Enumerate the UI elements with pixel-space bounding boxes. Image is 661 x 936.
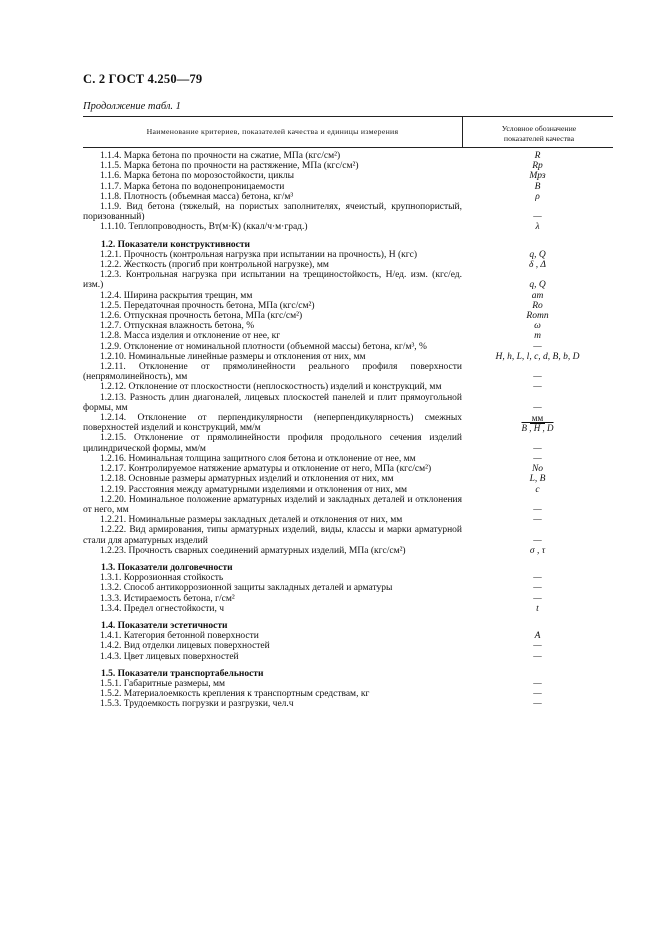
row-code bbox=[462, 393, 613, 413]
row-name: 1.2.10. Номинальные линейные размеры и отклонения от них, мм bbox=[100, 351, 366, 362]
table-column-divider bbox=[462, 116, 463, 148]
row-code-value: — bbox=[533, 651, 542, 662]
table-header-rule bbox=[83, 147, 613, 148]
row-name: 1.4.1. Категория бетонной поверхности bbox=[100, 631, 259, 642]
row-name: 1.2.20. Номинальное положение арматурных изделий и закладных деталей и отклонения от него, мм bbox=[83, 494, 462, 515]
row-code-value: — bbox=[533, 593, 542, 604]
row-code bbox=[462, 631, 613, 641]
table-row bbox=[83, 454, 613, 464]
row-code bbox=[462, 321, 613, 331]
row-code-value: δ , Δ bbox=[529, 260, 546, 271]
table-row bbox=[83, 433, 613, 453]
row-code-value: Nо bbox=[531, 464, 544, 475]
row-name: 1.2.1. Прочность (контрольная нагрузка при испытании на прочность), Н (кгс) bbox=[100, 249, 418, 260]
table-row bbox=[83, 270, 613, 290]
row-code-value: — bbox=[533, 372, 542, 383]
row-code bbox=[462, 270, 613, 290]
row-name: 1.2.6. Отпускная прочность бетона, МПа (кгс/см²) bbox=[100, 311, 303, 322]
table-row bbox=[83, 413, 613, 433]
table-row bbox=[83, 192, 613, 202]
row-code bbox=[462, 260, 613, 270]
row-code-value: — bbox=[533, 573, 542, 584]
row-code-value: λ bbox=[535, 222, 540, 233]
row-name: 1.2.17. Контролируемое натяжение арматуры и отклонение от него, МПа (кгс/см²) bbox=[100, 464, 432, 475]
row-name: 1.2.7. Отпускная влажность бетона, % bbox=[100, 321, 255, 332]
section-gap bbox=[83, 614, 613, 621]
table-row bbox=[83, 464, 613, 474]
table-row bbox=[83, 583, 613, 593]
row-code bbox=[462, 525, 613, 545]
row-code bbox=[462, 151, 613, 161]
row-name: 1.2.2. Жесткость (прогиб при контрольной нагрузке), мм bbox=[100, 260, 329, 271]
table-row bbox=[83, 515, 613, 525]
table-row bbox=[83, 679, 613, 689]
row-name: 1.2.22. Вид армирования, типы арматурных изделий, виды, классы и марки арматурной стали для арматурных изделий bbox=[83, 525, 462, 546]
row-code-value: — bbox=[533, 443, 542, 454]
row-code bbox=[462, 515, 613, 525]
row-code-value: ω bbox=[534, 321, 541, 332]
section-gap bbox=[83, 556, 613, 563]
table-row bbox=[83, 331, 613, 341]
row-name: 1.2.19. Расстояния между арматурными изделиями и отклонения от них, мм bbox=[100, 484, 408, 495]
row-code bbox=[462, 202, 613, 222]
row-code-value: σ , τ bbox=[529, 545, 546, 556]
row-code bbox=[462, 594, 613, 604]
row-name: 1.4.2. Вид отделки лицевых поверхностей bbox=[100, 641, 270, 652]
row-code-numerator: мм bbox=[531, 413, 544, 424]
row-code bbox=[462, 573, 613, 583]
row-code bbox=[462, 291, 613, 301]
row-name: 1.3.4. Предел огнестойкости, ч bbox=[100, 603, 224, 614]
row-code-value: Rр bbox=[532, 161, 543, 172]
row-name: 1.1.7. Марка бетона по водонепроницаемости bbox=[100, 181, 285, 192]
table-row bbox=[83, 342, 613, 352]
row-code-value: Rотп bbox=[526, 311, 549, 322]
row-name: 1.1.8. Плотность (объемная масса) бетона, кг/м³ bbox=[100, 191, 294, 202]
row-code-value: ρ bbox=[535, 191, 540, 202]
table-row bbox=[83, 474, 613, 484]
row-code-value: m bbox=[534, 331, 541, 342]
table-row bbox=[83, 382, 613, 392]
row-code bbox=[462, 583, 613, 593]
table-row bbox=[83, 641, 613, 651]
row-name: 1.2.12. Отклонение от плоскостности (неплоскостность) изделий и конструкций, мм bbox=[100, 382, 442, 393]
row-name: 1.2.11. Отклонение от прямолинейности реального профиля поверхности (непрямолинейность), мм bbox=[83, 362, 462, 383]
section-heading: 1.2. Показатели конструктивности bbox=[101, 239, 251, 250]
row-code bbox=[462, 679, 613, 689]
row-name: 1.2.9. Отклонение от номинальной плотности (объемной массы) бетона, кг/м³, % bbox=[100, 341, 427, 352]
row-name: 1.2.21. Номинальные размеры закладных деталей и отклонения от них, мм bbox=[100, 515, 403, 526]
row-name: 1.2.14. Отклонение от перпендикулярности (неперпендикулярность) смежных поверхностей изделий и конструкций, мм/м bbox=[83, 413, 462, 434]
table-row bbox=[83, 699, 613, 709]
row-code-value: — bbox=[533, 678, 542, 689]
table-row bbox=[83, 631, 613, 641]
row-code bbox=[462, 433, 613, 453]
row-name: 1.1.9. Вид бетона (тяжелый, на пористых заполнителях, ячеистый, крупнопористый, поризованный) bbox=[83, 202, 462, 223]
row-code-value: q, Q bbox=[529, 249, 546, 260]
row-name: 1.3.1. Коррозионная стойкость bbox=[100, 573, 224, 584]
row-code bbox=[462, 382, 613, 392]
row-code bbox=[462, 352, 613, 362]
row-code bbox=[462, 171, 613, 181]
row-code-value: — bbox=[533, 341, 542, 352]
row-code-value: — bbox=[533, 535, 542, 546]
table-row bbox=[83, 495, 613, 515]
row-code-value: — bbox=[533, 382, 542, 393]
table-row bbox=[83, 151, 613, 161]
row-name: 1.5.2. Материалоемкость крепления к транспортным средствам, кг bbox=[100, 689, 370, 700]
section-gap bbox=[83, 662, 613, 669]
row-code-value: — bbox=[533, 699, 542, 710]
row-code-value: — bbox=[533, 515, 542, 526]
row-name: 1.2.8. Масса изделия и отклонение от нее, кг bbox=[100, 331, 281, 342]
row-name: 1.3.3. Истираемость бетона, г/см² bbox=[100, 593, 235, 604]
row-code bbox=[462, 301, 613, 311]
row-code bbox=[462, 699, 613, 709]
row-name: 1.5.3. Трудоемкость погрузки и разгрузки, чел.ч bbox=[100, 699, 294, 710]
section-heading: 1.3. Показатели долговечности bbox=[101, 562, 233, 573]
row-code-value: c bbox=[535, 484, 540, 495]
row-code bbox=[462, 331, 613, 341]
row-name: 1.2.23. Прочность сварных соединений арматурных изделий, МПа (кгс/см²) bbox=[100, 545, 406, 556]
row-code bbox=[462, 342, 613, 352]
row-name: 1.2.4. Ширина раскрытия трещин, мм bbox=[100, 290, 253, 301]
row-code bbox=[462, 192, 613, 202]
table-row bbox=[83, 352, 613, 362]
row-code bbox=[462, 546, 613, 556]
table-row bbox=[83, 546, 613, 556]
row-code-value: R bbox=[534, 151, 541, 161]
row-code bbox=[462, 413, 613, 433]
row-code bbox=[462, 495, 613, 515]
row-name: 1.1.4. Марка бетона по прочности на сжатие, МПа (кгс/см²) bbox=[100, 151, 341, 161]
row-code-value: — bbox=[533, 212, 542, 223]
row-code bbox=[462, 222, 613, 232]
row-code bbox=[462, 250, 613, 260]
table-row bbox=[83, 594, 613, 604]
table-top-rule bbox=[83, 116, 613, 117]
row-name: 1.4.3. Цвет лицевых поверхностей bbox=[100, 651, 239, 662]
row-code-value: В bbox=[534, 181, 541, 192]
row-code-value: — bbox=[533, 453, 542, 464]
row-code-value: — bbox=[533, 504, 542, 515]
row-code-value: q, Q bbox=[529, 280, 546, 291]
table-row bbox=[83, 362, 613, 382]
row-name: 1.2.3. Контрольная нагрузка при испытании на трещиностойкость, Н/ед. изм. (кгс/ед. изм.) bbox=[83, 270, 462, 291]
row-code-value: L, B bbox=[529, 474, 546, 485]
table-body bbox=[83, 151, 613, 710]
column-header-code bbox=[465, 124, 613, 144]
row-code bbox=[462, 474, 613, 484]
section-gap bbox=[83, 233, 613, 240]
row-name: 1.2.18. Основные размеры арматурных изделий и отклонения от них, мм bbox=[100, 474, 394, 485]
row-name: 1.2.13. Разность длин диагоналей, лицевых плоскостей панелей и плит прямоугольной формы, мм bbox=[83, 392, 462, 413]
table-row bbox=[83, 161, 613, 171]
row-code bbox=[462, 362, 613, 382]
row-code bbox=[462, 485, 613, 495]
row-code-value: H, h, L, l, c, d, B, b, D bbox=[495, 351, 580, 362]
row-code bbox=[462, 604, 613, 614]
row-code-value: — bbox=[533, 583, 542, 594]
row-code-value: t bbox=[536, 603, 539, 614]
column-header-code-line2: показателей качества bbox=[503, 134, 575, 143]
column-header-code-line1: Условное обозначение bbox=[501, 124, 577, 133]
table-row bbox=[83, 301, 613, 311]
column-header-name: Наименование критериев, показателей качества и единицы измерения bbox=[146, 127, 399, 136]
table-row bbox=[83, 260, 613, 270]
row-name: 1.1.6. Марка бетона по морозостойкости, циклы bbox=[100, 171, 295, 182]
row-code bbox=[462, 182, 613, 192]
row-code bbox=[462, 161, 613, 171]
row-name: 1.1.5. Марка бетона по прочности на растяжение, МПа (кгс/см²) bbox=[100, 161, 359, 172]
row-code bbox=[462, 689, 613, 699]
row-code-value: A bbox=[534, 631, 541, 642]
table-row bbox=[83, 652, 613, 662]
table-row bbox=[83, 171, 613, 181]
row-code-value: — bbox=[533, 641, 542, 652]
section-heading: 1.5. Показатели транспортабельности bbox=[101, 668, 264, 679]
table-row bbox=[83, 393, 613, 413]
row-name: 1.5.1. Габаритные размеры, мм bbox=[100, 678, 226, 689]
row-code-denominator: B , H , D bbox=[521, 423, 554, 434]
row-code-value: Мрз bbox=[529, 171, 546, 182]
row-code bbox=[462, 641, 613, 651]
row-code-value: — bbox=[533, 689, 542, 700]
row-name: 1.2.15. Отклонение от прямолинейности профиля продольного сечения изделий цилиндрической формы, мм/м bbox=[83, 433, 462, 454]
page-header: С. 2 ГОСТ 4.250—79 bbox=[83, 72, 203, 86]
table-row bbox=[83, 311, 613, 321]
row-code-value: Rо bbox=[532, 300, 543, 311]
row-name: 1.2.16. Номинальная толщина защитного слоя бетона и отклонение от нее, мм bbox=[100, 453, 416, 464]
row-code bbox=[462, 652, 613, 662]
table-row bbox=[83, 222, 613, 232]
row-code-value: — bbox=[533, 402, 542, 413]
row-name: 1.1.10. Теплопроводность, Вт(м·К) (ккал/ч·м·град.) bbox=[100, 222, 308, 233]
table-row bbox=[83, 291, 613, 301]
row-code-value: aт bbox=[531, 290, 544, 301]
row-code bbox=[462, 311, 613, 321]
row-name: 1.2.5. Передаточная прочность бетона, МПа (кгс/см²) bbox=[100, 300, 315, 311]
table-row bbox=[83, 689, 613, 699]
table-row bbox=[83, 202, 613, 222]
table-row bbox=[83, 604, 613, 614]
table-row bbox=[83, 182, 613, 192]
section-heading: 1.4. Показатели эстетичности bbox=[101, 620, 228, 631]
table-continuation-label: Продолжение табл. 1 bbox=[83, 101, 181, 112]
table-row bbox=[83, 573, 613, 583]
row-code bbox=[462, 454, 613, 464]
table-row bbox=[83, 525, 613, 545]
row-name: 1.3.2. Способ антикоррозионной защиты закладных деталей и арматуры bbox=[100, 583, 393, 594]
table-row bbox=[83, 321, 613, 331]
row-code bbox=[462, 464, 613, 474]
table-row bbox=[83, 485, 613, 495]
table-row bbox=[83, 250, 613, 260]
